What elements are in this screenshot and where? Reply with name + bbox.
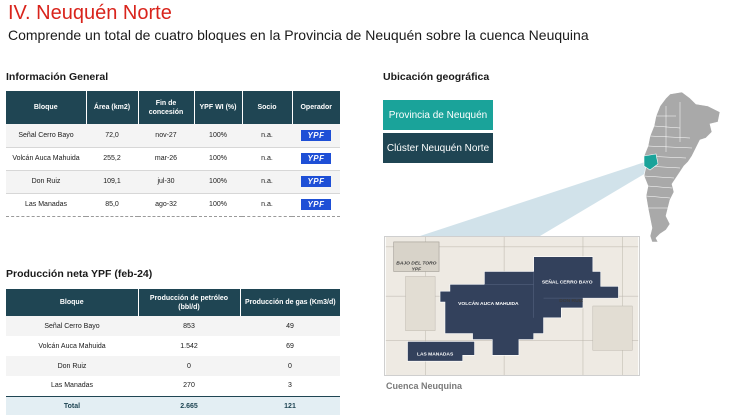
column-header: Socio	[242, 91, 292, 124]
produccion-title: Producción neta YPF (feb-24)	[6, 268, 153, 280]
cell-socio: n.a.	[261, 155, 273, 162]
argentina-map	[630, 92, 725, 242]
table-row	[6, 336, 340, 356]
cell-wi: 100%	[209, 131, 227, 139]
cell-petroleo: 0	[187, 362, 191, 370]
cluster-neuquen-norte-button[interactable]: Clúster Neuquén Norte	[383, 133, 493, 163]
provincia-neuquen-button[interactable]: Provincia de Neuquén	[383, 100, 493, 130]
table-row	[6, 147, 340, 170]
cell-socio: n.a.	[261, 201, 273, 208]
cell-fin: ago-32	[155, 201, 177, 208]
table-header-row	[6, 91, 340, 124]
cell-bloque: Las Manadas	[24, 201, 68, 208]
cell-operador	[292, 193, 340, 216]
cell-bloque: Señal Cerro Bayo	[44, 322, 100, 330]
cell-fin: mar-26	[154, 155, 178, 162]
map-label-don-ruiz: DON RUIZ	[559, 299, 584, 305]
cell-petroleo: 1.542	[180, 342, 198, 350]
ypf-logo: YPF	[301, 130, 331, 141]
cell-petroleo: 853	[183, 322, 195, 330]
cell-operador	[292, 124, 340, 147]
column-header: YPF WI (%)	[194, 91, 242, 124]
cell-socio: n.a.	[261, 131, 273, 139]
map-label-las-manadas: LAS MANADAS	[416, 352, 454, 358]
cell-area: 109,1	[103, 178, 121, 185]
cell-gas: 0	[288, 362, 292, 370]
column-header: Bloque	[6, 289, 138, 316]
table-row	[6, 193, 340, 216]
map-label-volcan-auca-mahuida: VOLCÁN AUCA MAHUIDA	[458, 302, 519, 308]
column-header: Producción de gas (Km3/d)	[240, 289, 340, 316]
cell-wi: 100%	[209, 155, 227, 162]
cell-gas: 49	[286, 322, 294, 330]
ypf-logo: YPF	[301, 199, 331, 210]
info-general-title: Información General	[6, 71, 109, 83]
ubicacion-title: Ubicación geográfica	[383, 71, 490, 83]
basin-caption: Cuenca Neuquina	[386, 381, 463, 391]
cell-bloque: Las Manadas	[50, 382, 94, 390]
cell-bloque: Volcán Auca Mahuida	[38, 342, 106, 350]
cell-gas: 3	[288, 382, 292, 390]
info-general-table	[6, 91, 340, 217]
cell-bloque: Volcán Auca Mahuida	[12, 155, 80, 162]
map-label-senal-cerro-bayo: SEÑAL CERRO BAYO	[541, 280, 593, 286]
ypf-logo: YPF	[301, 176, 331, 187]
table-row	[6, 124, 340, 147]
cell-fin: nov-27	[155, 131, 177, 139]
cell-bloque: Don Ruiz	[31, 178, 61, 185]
cell-socio: n.a.	[261, 178, 273, 185]
column-header: Producción de petróleo (bbl/d)	[138, 289, 240, 316]
cell-operador	[292, 147, 340, 170]
cell-petroleo: 270	[183, 382, 195, 390]
column-header: Fin de concesión	[138, 91, 194, 124]
cell-area: 85,0	[105, 201, 119, 208]
cell-wi: 100%	[209, 201, 227, 208]
total-row	[6, 396, 340, 415]
page-title: IV. Neuquén Norte	[8, 2, 172, 24]
cell-gas: 69	[286, 342, 294, 350]
cell-wi: 100%	[209, 178, 227, 185]
cell-bloque: Señal Cerro Bayo	[18, 131, 74, 139]
column-header: Área (km2)	[86, 91, 138, 124]
cell-total-gas: 121	[284, 402, 296, 410]
produccion-table	[6, 289, 340, 415]
cell-total-petroleo: 2.665	[180, 402, 198, 410]
page-subtitle: Comprende un total de cuatro bloques en la Provincia de Neuquén sobre la cuenca Neuquina	[8, 27, 589, 43]
map-label-bajo-del-toro: BAJO DEL TORO	[396, 261, 437, 267]
cuenca-neuquina-map	[384, 236, 640, 376]
column-header: Operador	[292, 91, 340, 124]
table-row	[6, 376, 340, 396]
cell-total-label: Total	[63, 402, 81, 410]
cell-area: 72,0	[105, 131, 119, 139]
ypf-logo: YPF	[301, 153, 331, 164]
cell-area: 255,2	[103, 155, 121, 162]
table-row	[6, 170, 340, 193]
table-header-row	[6, 289, 340, 316]
cell-bloque: Don Ruiz	[57, 362, 87, 370]
cell-fin: jul-30	[157, 178, 175, 185]
column-header: Bloque	[6, 91, 86, 124]
cell-operador	[292, 170, 340, 193]
map-label-ypf: YPF	[411, 267, 422, 273]
table-row	[6, 356, 340, 376]
table-row	[6, 316, 340, 336]
